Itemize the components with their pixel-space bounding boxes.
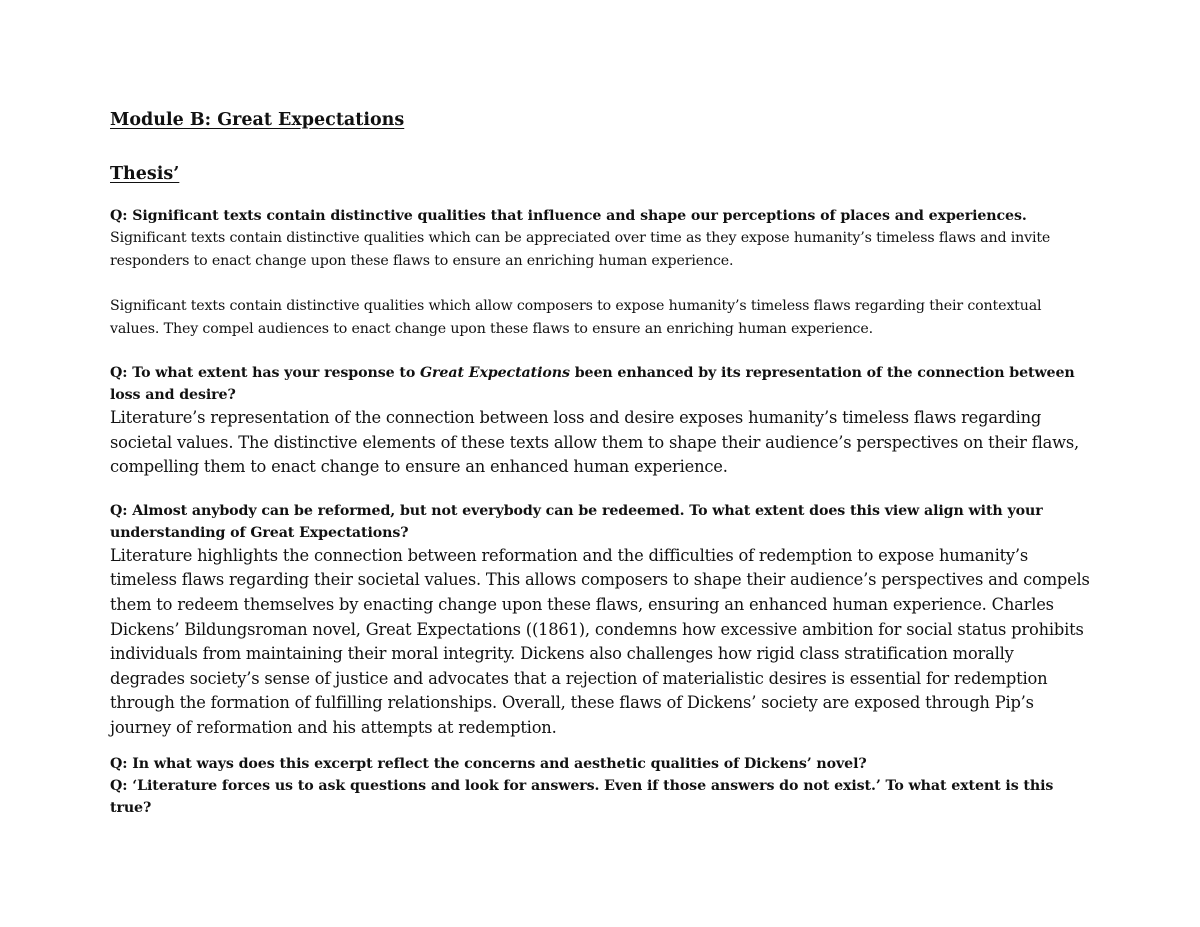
question-2-prefix: Q: To what extent has your response to [110, 365, 421, 381]
question-2 [110, 362, 1090, 406]
question-4: Q: In what ways does this excerpt reflect the concerns and aesthetic qualities of Dickens’ novel? [110, 755, 867, 772]
question-5: Q: ‘Literature forces us to ask questions and look for answers. Even if those answers do not exist.’ To what extent is this true? [110, 777, 1054, 816]
answer-2: Literature’s representation of the connection between loss and desire exposes humanity’s timeless flaws regarding societal values. The distinctive elements of these texts allow them to shape their audience’s perspectives on their flaws, compelling them to enact change to ensure an enhanced human experience. [110, 408, 1079, 477]
answer-1b: Significant texts contain distinctive qualities which allow composers to expose humanity’s timeless flaws regarding their contextual values. They compel audiences to enact change upon these flaws to ensure an enriching human experience. [110, 298, 1042, 337]
question-2-suffix: been enhanced by its representation of the connection between loss and desire? [110, 365, 1075, 403]
question-2-italic-title: Great Expectations [420, 365, 570, 381]
answer-1a: Significant texts contain distinctive qualities which can be appreciated over time as they expose humanity’s timeless flaws and invite responders to enact change upon these flaws to ensure an enriching human experience. [110, 230, 1051, 269]
section-heading: Thesis’ [110, 164, 180, 184]
document-title: Module B: Great Expectations [110, 110, 405, 130]
question-3: Q: Almost anybody can be reformed, but not everybody can be redeemed. To what extent does this view align with your understanding of Great Expectations? [110, 502, 1043, 541]
document-page [110, 108, 1090, 819]
question-1: Q: Significant texts contain distinctive qualities that influence and shape our perceptions of places and experiences. [110, 208, 1027, 224]
answer-3: Literature highlights the connection between reformation and the difficulties of redemption to expose humanity’s timeless flaws regarding their societal values. This allows composers to shape their audience’s perspectives and compels them to redeem themselves by enacting change upon these flaws, ensuring an enhanced human experience. Charles Dickens’ Bildungsroman novel, Great Expectations ((1861), condemns how excessive ambition for social status prohibits individuals from maintaining their moral integrity. Dickens also challenges how rigid class stratification morally degrades society’s sense of justice and advocates that a rejection of materialistic desires is essential for redemption through the formation of fulfilling relationships. Overall, these flaws of Dickens’ society are exposed through Pip’s journey of reformation and his attempts at redemption. [110, 545, 1090, 737]
